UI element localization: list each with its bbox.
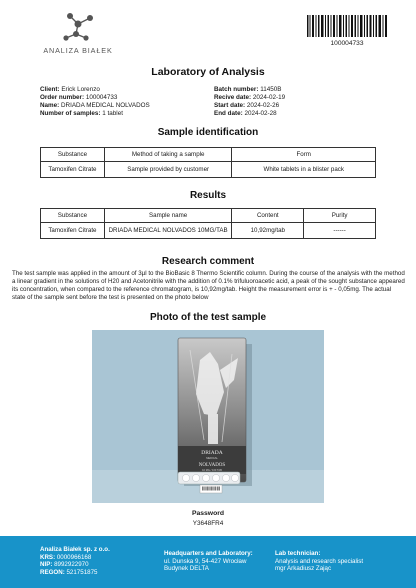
research-comment-text: The test sample was applied in the amount of 3µl to the BioBasic 8 Thermo Scientific column. During the course of the analysis with the method a linear gradient in the solutions of H20 and Acetonitrile with the addition of 0.1% trifuluoroacetic acid, a peak of the sought substance appeared its concentration, when compared to the reference chromatogram, is 10,92mg/tab. Height the measurement error is + - 0,05mg. The actual state of the sample sent before the test is presented on the photo below (12, 270, 405, 301)
batch-info (214, 86, 285, 118)
table-cell: DRIADA MEDICAL NOLVADOS 10MG/TAB (104, 223, 232, 239)
footer-tech-role: Analysis and research specialist (275, 557, 364, 565)
regon-value: 521751875 (66, 569, 98, 577)
logo-text: ANALIZA BIAŁEK (43, 46, 113, 55)
batch-label: Batch number: (214, 86, 259, 93)
samples-label: Number of samples: (40, 110, 101, 118)
table-header-cell: Method of taking a sample (104, 148, 232, 162)
footer-hq-building: Budynek DELTA (164, 565, 209, 573)
footer-company-info (40, 546, 110, 577)
footer (0, 536, 416, 588)
password-label: Password (191, 510, 225, 517)
box-line: MEDICAL (206, 457, 218, 460)
start-label: Start date: (214, 102, 246, 110)
table-cell: ------ (304, 223, 376, 239)
barcode-icon (307, 15, 387, 37)
sample-photo (92, 330, 324, 503)
table-row (41, 223, 376, 239)
footer-hq-title: Headquarters and Laboratory: (164, 550, 253, 557)
table-cell: Sample provided by customer (104, 162, 232, 178)
section-title-sample-identification: Sample identification (157, 127, 259, 138)
password-value: Y3648FR4 (192, 520, 224, 527)
order-label: Order number: (40, 94, 85, 102)
footer-lab-technician (275, 550, 363, 573)
section-title-photo: Photo of the test sample (149, 312, 267, 323)
nip-label: NIP: (40, 561, 53, 569)
samples-value: 1 tablet (102, 110, 123, 118)
table-header-row (41, 148, 376, 162)
box-dose: 10 MG / 100 TAB (202, 469, 222, 472)
name-value: DRIADA MEDICAL NOLVADOS (61, 102, 150, 110)
results-table (40, 208, 376, 239)
nip-value: 8992922970 (54, 561, 89, 569)
footer-tech-title: Lab technician: (275, 550, 321, 557)
batch-value: 11450B (260, 86, 282, 93)
box-product: NOLVADOS (198, 463, 226, 468)
table-header-cell: Substance (41, 209, 105, 223)
section-title-research-comment: Research comment (161, 256, 255, 267)
table-cell: White tablets in a blister pack (232, 162, 376, 178)
page-title: Laboratory of Analysis (151, 66, 265, 78)
krs-label: KRS: (40, 553, 56, 561)
table-header-cell: Purity (304, 209, 376, 223)
client-value: Erick Lorenzo (61, 86, 100, 93)
client-info (40, 86, 150, 118)
name-label: Name: (40, 102, 60, 110)
table-header-cell: Form (232, 148, 376, 162)
receive-label: Recive date: (214, 94, 252, 102)
identification-table (40, 147, 376, 178)
footer-hq-street: ul. Dunska 9, 54-427 Wrocław (164, 557, 247, 565)
table-header-cell: Sample name (104, 209, 232, 223)
krs-value: 0000966168 (56, 553, 92, 561)
order-value: 100004733 (85, 94, 118, 102)
barcode-number: 100004733 (330, 40, 364, 47)
molecule-icon (58, 10, 98, 44)
footer-company-name: Analiza Białek sp. z o.o. (40, 546, 110, 553)
table-header-cell: Substance (41, 148, 105, 162)
footer-headquarters (164, 550, 253, 573)
table-cell: 10,92mg/tab (232, 223, 304, 239)
table-header-cell: Content (232, 209, 304, 223)
section-title-results: Results (189, 190, 227, 201)
regon-label: REGON: (40, 569, 65, 577)
receive-value: 2024-02-19 (252, 94, 286, 102)
box-brand: DRIADA (201, 450, 223, 456)
end-value: 2024-02-28 (244, 110, 277, 118)
client-label: Client: (40, 86, 60, 93)
company-logo (30, 10, 126, 56)
table-cell: Tamoxifen Citrate (41, 162, 105, 178)
footer-tech-name: mgr Arkadiusz Zając (275, 565, 332, 573)
table-header-row (41, 209, 376, 223)
end-label: End date: (214, 110, 243, 118)
table-row (41, 162, 376, 178)
tablet-box-image (92, 330, 324, 503)
table-cell: Tamoxifen Citrate (41, 223, 105, 239)
start-value: 2024-02-26 (246, 102, 280, 110)
